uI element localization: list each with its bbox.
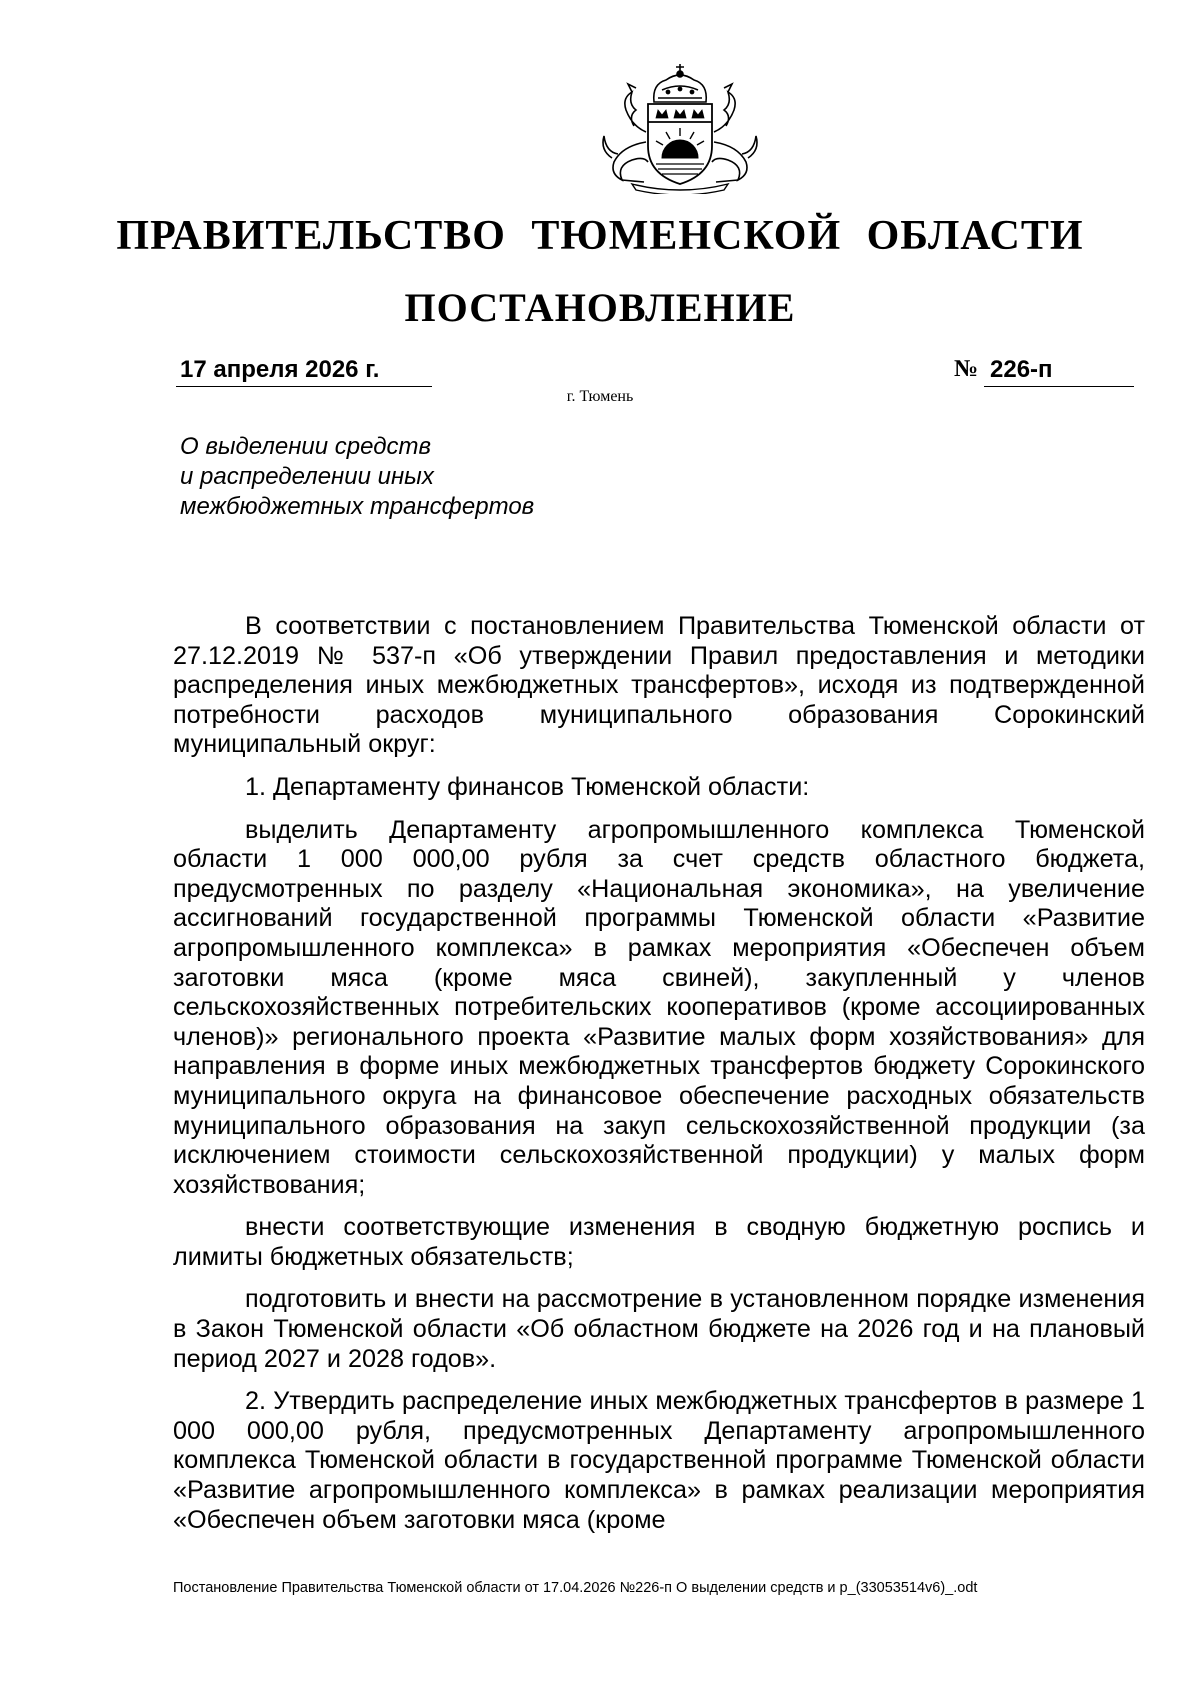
government-title: ПРАВИТЕЛЬСТВО ТЮМЕНСКОЙ ОБЛАСТИ [116,213,1084,259]
document-number-field [984,356,1134,387]
subject-line: О выделении средств [180,433,432,460]
page-footer: Постановление Правительства Тюменской области от 17.04.2026 №226-п О выделении средств и р_(33053514v6)_.odt [173,1580,978,1596]
body-paragraph: выделить Департаменту агропромышленного комплекса Тюменской области 1 000 000,00 рубля за счет средств областного бюджета, предусмотренных по разделу «Национальная экономика», на увеличение ассигнований государственной программы Тюменской области «Развитие агропромышленного комплекса» в рамках мероприятия «Обеспечен объем заготовки мяса (кроме мяса свиней), закупленный у членов сельскохозяйственных потребительских кооперативов (кроме ассоциированных членов)» регионального проекта «Развитие малых форм хозяйствования» для направления в форме иных межбюджетных трансфертов бюджету Сорокинского муниципального округа на финансовое обеспечение расходных обязательств муниципального образования на закуп сельскохозяйственной продукции (за исключением стоимости сельскохозяйственной продукции) у малых форм хозяйствования; [173,815,1145,1199]
body-paragraph: внести соответствующие изменения в сводную бюджетную роспись и лимиты бюджетных обязательств; [173,1213,1145,1271]
document-date: 17 апреля 2026 г. [180,356,380,383]
shield-icon [648,104,712,184]
document-body [173,612,1145,1548]
city: г. Тюмень [566,388,634,405]
crown-icon [654,64,707,102]
body-paragraph: 2. Утвердить распределение иных межбюджетных трансфертов в размере 1 000 000,00 рубля, предусмотренных Департаменту агропромышленного комплекса Тюменской области в государственной программе Тюменской области «Развитие агропромышленного комплекса» в рамках реализации мероприятия «Обеспечен объем заготовки мяса (кроме [173,1387,1145,1534]
body-paragraph: подготовить и внести на рассмотрение в установленном порядке изменения в Закон Тюменской области «Об областном бюджете на 2026 год и на плановый период 2027 и 2028 годов». [173,1285,1145,1373]
number-label: № [954,356,979,382]
document-date-field [176,356,432,387]
coat-of-arms-icon [592,62,768,194]
supporter-right-icon [712,84,757,182]
document-subject [180,432,600,522]
body-paragraph: 1. Департаменту финансов Тюменской области: [245,772,810,801]
body-paragraph: В соответствии с постановлением Правительства Тюменской области от 27.12.2019 № 537-п «Об утверждении Правил предоставления и методики распределения иных межбюджетных трансфертов», исходя из подтвержденной потребности расходов муниципального образования Сорокинский муниципальный округ: [173,612,1145,759]
supporter-left-icon [603,84,648,182]
document-number: 226-п [990,356,1053,383]
ribbon-icon [632,184,728,194]
document-type: ПОСТАНОВЛЕНИЕ [404,285,796,330]
subject-line: межбюджетных трансфертов [180,493,535,520]
subject-line: и распределении иных [180,463,434,490]
